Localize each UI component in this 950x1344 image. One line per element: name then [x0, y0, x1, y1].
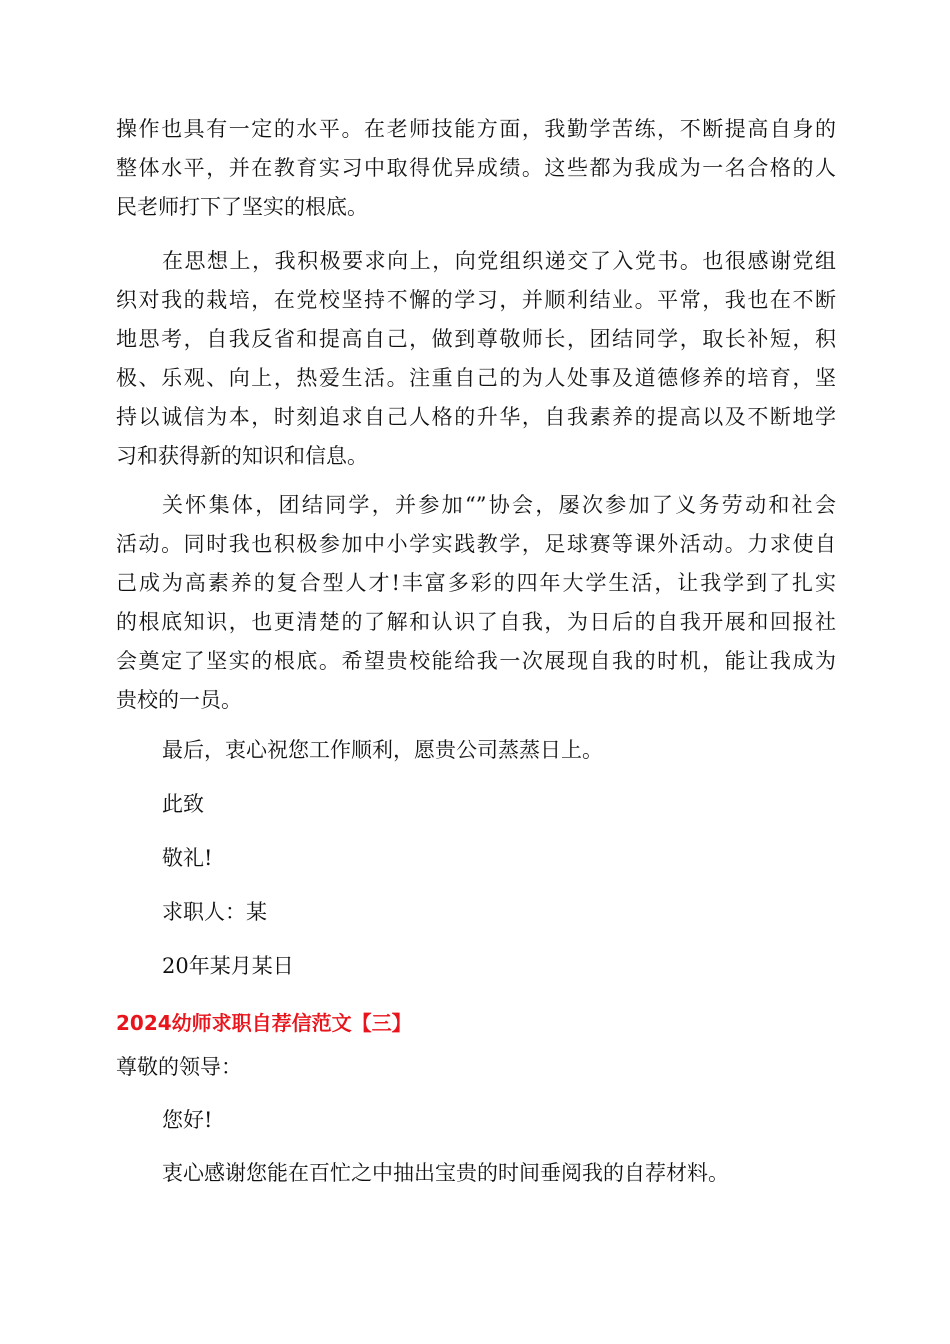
text-line: 持以诚信为本，时刻追求自己人格的升华，自我素养的提高以及不断地学	[116, 405, 836, 429]
hello: 您好!	[162, 1108, 213, 1132]
opening-paragraph: 衷心感谢您能在百忙之中抽出宝贵的时间垂阅我的自荐材料。	[162, 1161, 729, 1185]
salutation-cizhi: 此致	[162, 792, 204, 816]
text-line: 在思想上，我积极要求向上，向党组织递交了入党书。也很感谢党组	[162, 249, 836, 273]
text-line: 织对我的栽培，在党校坚持不懈的学习，并顺利结业。平常，我也在不断	[116, 288, 836, 312]
date: 20年某月某日	[162, 954, 294, 978]
greeting: 尊敬的领导：	[116, 1055, 242, 1079]
salutation-jingli: 敬礼!	[162, 846, 213, 870]
text-line: 贵校的一员。	[116, 688, 242, 712]
text-line: 习和获得新的知识和信息。	[116, 444, 368, 468]
closing-wish: 最后，衷心祝您工作顺利，愿贵公司蒸蒸日上。	[162, 738, 603, 762]
text-line: 的根底知识，也更清楚的了解和认识了自我，为日后的自我开展和回报社	[116, 610, 836, 634]
signature: 求职人：某	[162, 900, 267, 924]
text-line: 地思考，自我反省和提高自己，做到尊敬师长，团结同学，取长补短，积	[116, 327, 836, 351]
text-line: 活动。同时我也积极参加中小学实践教学，足球赛等课外活动。力求使自	[116, 532, 836, 556]
paragraph-ideology	[116, 242, 836, 476]
text-line: 整体水平，并在教育实习中取得优异成绩。这些都为我成为一名合格的人	[116, 156, 836, 180]
paragraph-teaching-skills	[116, 110, 836, 227]
text-line: 极、乐观、向上，热爱生活。注重自己的为人处事及道德修养的培育，坚	[116, 366, 836, 390]
text-line: 关怀集体，团结同学，并参加“”协会，屡次参加了义务劳动和社会	[162, 493, 836, 517]
section-heading: 2024幼师求职自荐信范文【三】	[116, 1011, 412, 1035]
text-line: 操作也具有一定的水平。在老师技能方面，我勤学苦练，不断提高自身的	[116, 117, 836, 141]
text-line: 己成为高素养的复合型人才!丰富多彩的四年大学生活，让我学到了扎实	[116, 571, 836, 595]
paragraph-activities	[116, 486, 836, 720]
text-line: 民老师打下了坚实的根底。	[116, 195, 368, 219]
text-line: 会奠定了坚实的根底。希望贵校能给我一次展现自我的时机，能让我成为	[116, 649, 836, 673]
